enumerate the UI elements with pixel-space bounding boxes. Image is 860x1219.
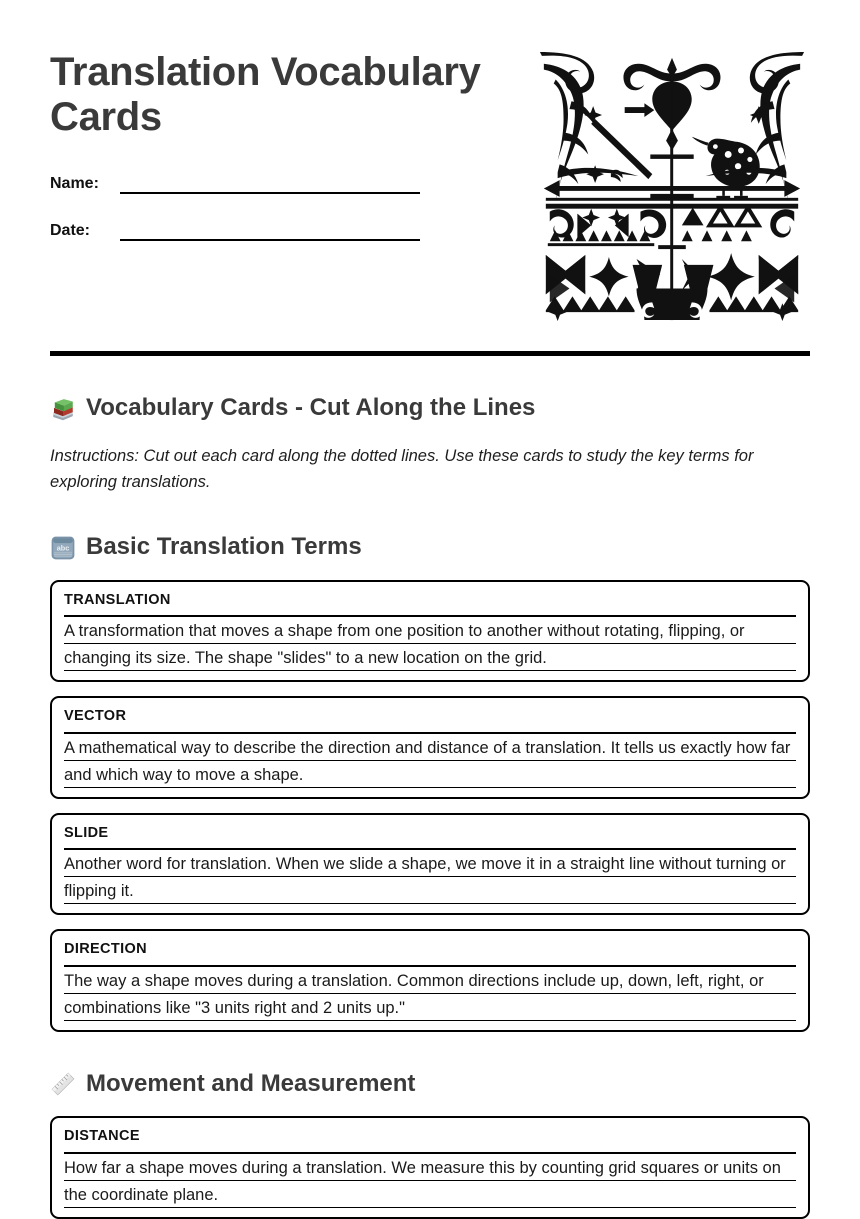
svg-text:abc: abc [56, 543, 70, 553]
section-title: Basic Translation Terms [86, 533, 362, 561]
header-left-column [50, 44, 520, 262]
date-field-label: Date: [50, 222, 91, 240]
name-field-input-line[interactable] [120, 178, 420, 194]
worksheet-content [0, 394, 860, 1219]
card-term: DISTANCE [64, 1128, 796, 1153]
abc-icon [50, 535, 76, 561]
date-field-row [50, 215, 520, 241]
page-title: Translation Vocabulary Cards [50, 50, 481, 139]
ruler-icon [50, 1071, 76, 1097]
vocabulary-card-list-movement [50, 1116, 810, 1218]
instructions-text: Instructions: Cut out each card along the dotted lines. Use these cards to study the key terms for exploring translations. [50, 446, 754, 491]
section-title: Movement and Measurement [86, 1069, 416, 1097]
date-field-input-line[interactable] [120, 225, 420, 241]
card-term: DIRECTION [64, 941, 796, 966]
card-term: TRANSLATION [64, 592, 796, 617]
section-header-vocabulary-cards [50, 394, 810, 423]
vocabulary-card [50, 929, 810, 1031]
card-term: VECTOR [64, 708, 796, 733]
section-header-movement-and-measurement [50, 1070, 810, 1099]
card-term: SLIDE [64, 825, 796, 850]
section-header-basic-translation-terms [50, 533, 810, 562]
section-title: Vocabulary Cards - Cut Along the Lines [86, 394, 536, 421]
vocabulary-card [50, 1116, 810, 1218]
header-divider [50, 351, 810, 356]
name-field-row [50, 168, 520, 194]
vocabulary-card [50, 580, 810, 682]
vocabulary-card [50, 696, 810, 798]
vocabulary-card [50, 813, 810, 915]
card-definition: How far a shape moves during a translation. We measure this by counting grid squares or units on the coordinate plane. [64, 1155, 796, 1209]
name-field-label: Name: [50, 175, 99, 193]
vocabulary-card-list-basic [50, 580, 810, 1032]
card-definition: A mathematical way to describe the direction and distance of a translation. It tells us exactly how far and which way to move a shape. [64, 735, 796, 789]
books-icon [50, 395, 76, 421]
document-header [0, 0, 860, 326]
card-definition: The way a shape moves during a translation. Common directions include up, down, left, right, or combinations like "3 units right and 2 units up." [64, 968, 796, 1022]
card-definition: Another word for translation. When we slide a shape, we move it in a straight line without turning or flipping it. [64, 851, 796, 905]
card-definition: A transformation that moves a shape from one position to another without rotating, flipping, or changing its size. The shape "slides" to a new location on the grid. [64, 618, 796, 672]
folk-art-decorative-border-illustration [534, 46, 810, 326]
